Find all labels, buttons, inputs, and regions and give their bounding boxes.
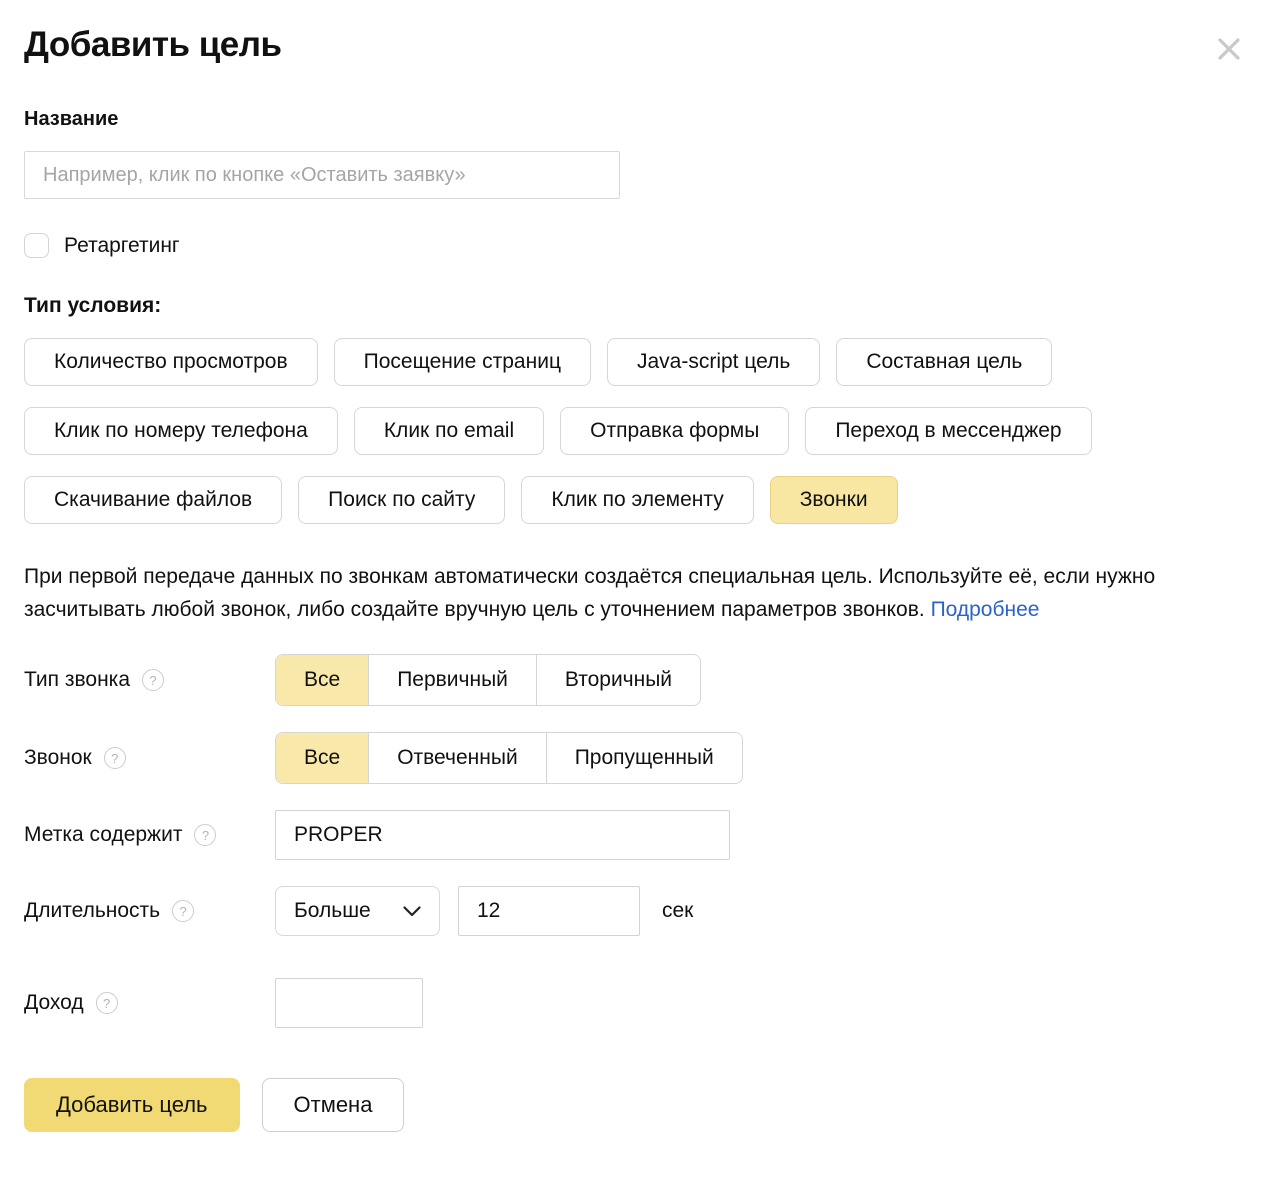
call-type-label-cell	[24, 668, 275, 692]
condition-pill-form-submit[interactable]: Отправка формы	[560, 407, 789, 455]
add-goal-button[interactable]: Добавить цель	[24, 1078, 240, 1132]
chevron-down-icon	[403, 906, 421, 917]
more-link[interactable]: Подробнее	[930, 598, 1040, 621]
close-x-glyph	[1214, 34, 1244, 64]
condition-type-label: Тип условия:	[24, 294, 162, 317]
segment-call-type-primary[interactable]: Первичный	[368, 655, 536, 705]
call-type-row	[24, 654, 1256, 706]
tag-contains-input[interactable]	[275, 810, 730, 860]
duration-unit: сек	[662, 899, 694, 922]
call-type-segmented	[275, 654, 701, 706]
tag-contains-label: Метка содержит	[24, 823, 183, 846]
revenue-label-cell	[24, 991, 275, 1015]
revenue-input[interactable]	[275, 978, 423, 1028]
call-segmented	[275, 732, 743, 784]
revenue-row	[24, 978, 1256, 1028]
tag-contains-label-cell	[24, 823, 275, 847]
segment-call-all[interactable]: Все	[276, 733, 368, 783]
help-icon[interactable]: ?	[142, 669, 164, 691]
segment-call-type-secondary[interactable]: Вторичный	[536, 655, 700, 705]
segment-call-missed[interactable]: Пропущенный	[546, 733, 742, 783]
help-icon[interactable]: ?	[194, 824, 216, 846]
tag-contains-row	[24, 810, 1256, 860]
dialog-actions	[24, 1078, 1256, 1132]
duration-label-cell	[24, 899, 275, 923]
condition-pill-messenger[interactable]: Переход в мессенджер	[805, 407, 1091, 455]
call-type-label: Тип звонка	[24, 668, 130, 691]
condition-pill-page-visit[interactable]: Посещение страниц	[334, 338, 591, 386]
info-body: При первой передаче данных по звонкам автоматически создаётся специальная цель. Используйте её, если нужно засчитывать любой звонок, либо создайте вручную цель с уточнением параметров звонков.	[24, 565, 1156, 621]
duration-operator-dropdown[interactable]	[275, 886, 440, 936]
condition-pill-javascript-goal[interactable]: Java-script цель	[607, 338, 820, 386]
help-icon[interactable]: ?	[104, 747, 126, 769]
condition-pill-email-click[interactable]: Клик по email	[354, 407, 544, 455]
retargeting-checkbox[interactable]	[24, 233, 49, 258]
calls-info-text	[24, 560, 1256, 626]
goal-name-input[interactable]	[24, 151, 620, 199]
duration-operator-value: Больше	[294, 899, 371, 922]
help-icon[interactable]: ?	[96, 992, 118, 1014]
page-title: Добавить цель	[24, 25, 282, 64]
name-label: Название	[24, 108, 119, 130]
condition-type-options	[24, 338, 1256, 524]
call-label-cell	[24, 746, 275, 770]
condition-pill-composite-goal[interactable]: Составная цель	[836, 338, 1052, 386]
close-icon[interactable]	[1210, 30, 1248, 68]
revenue-label: Доход	[24, 991, 84, 1014]
cancel-button[interactable]: Отмена	[262, 1078, 405, 1132]
segment-call-type-all[interactable]: Все	[276, 655, 368, 705]
call-row	[24, 732, 1256, 784]
duration-label: Длительность	[24, 899, 161, 922]
condition-pill-calls[interactable]: Звонки	[770, 476, 898, 524]
retargeting-label: Ретаргетинг	[64, 233, 180, 257]
help-icon[interactable]: ?	[172, 900, 194, 922]
condition-pill-phone-click[interactable]: Клик по номеру телефона	[24, 407, 338, 455]
condition-pill-file-download[interactable]: Скачивание файлов	[24, 476, 282, 524]
duration-value-input[interactable]	[458, 886, 640, 936]
condition-pill-views-count[interactable]: Количество просмотров	[24, 338, 318, 386]
segment-call-answered[interactable]: Отвеченный	[368, 733, 546, 783]
call-label: Звонок	[24, 746, 92, 769]
condition-pill-element-click[interactable]: Клик по элементу	[521, 476, 753, 524]
retargeting-checkbox-row[interactable]	[24, 233, 1256, 258]
condition-pill-site-search[interactable]: Поиск по сайту	[298, 476, 505, 524]
dialog-header	[24, 26, 1256, 68]
duration-row	[24, 886, 1256, 936]
